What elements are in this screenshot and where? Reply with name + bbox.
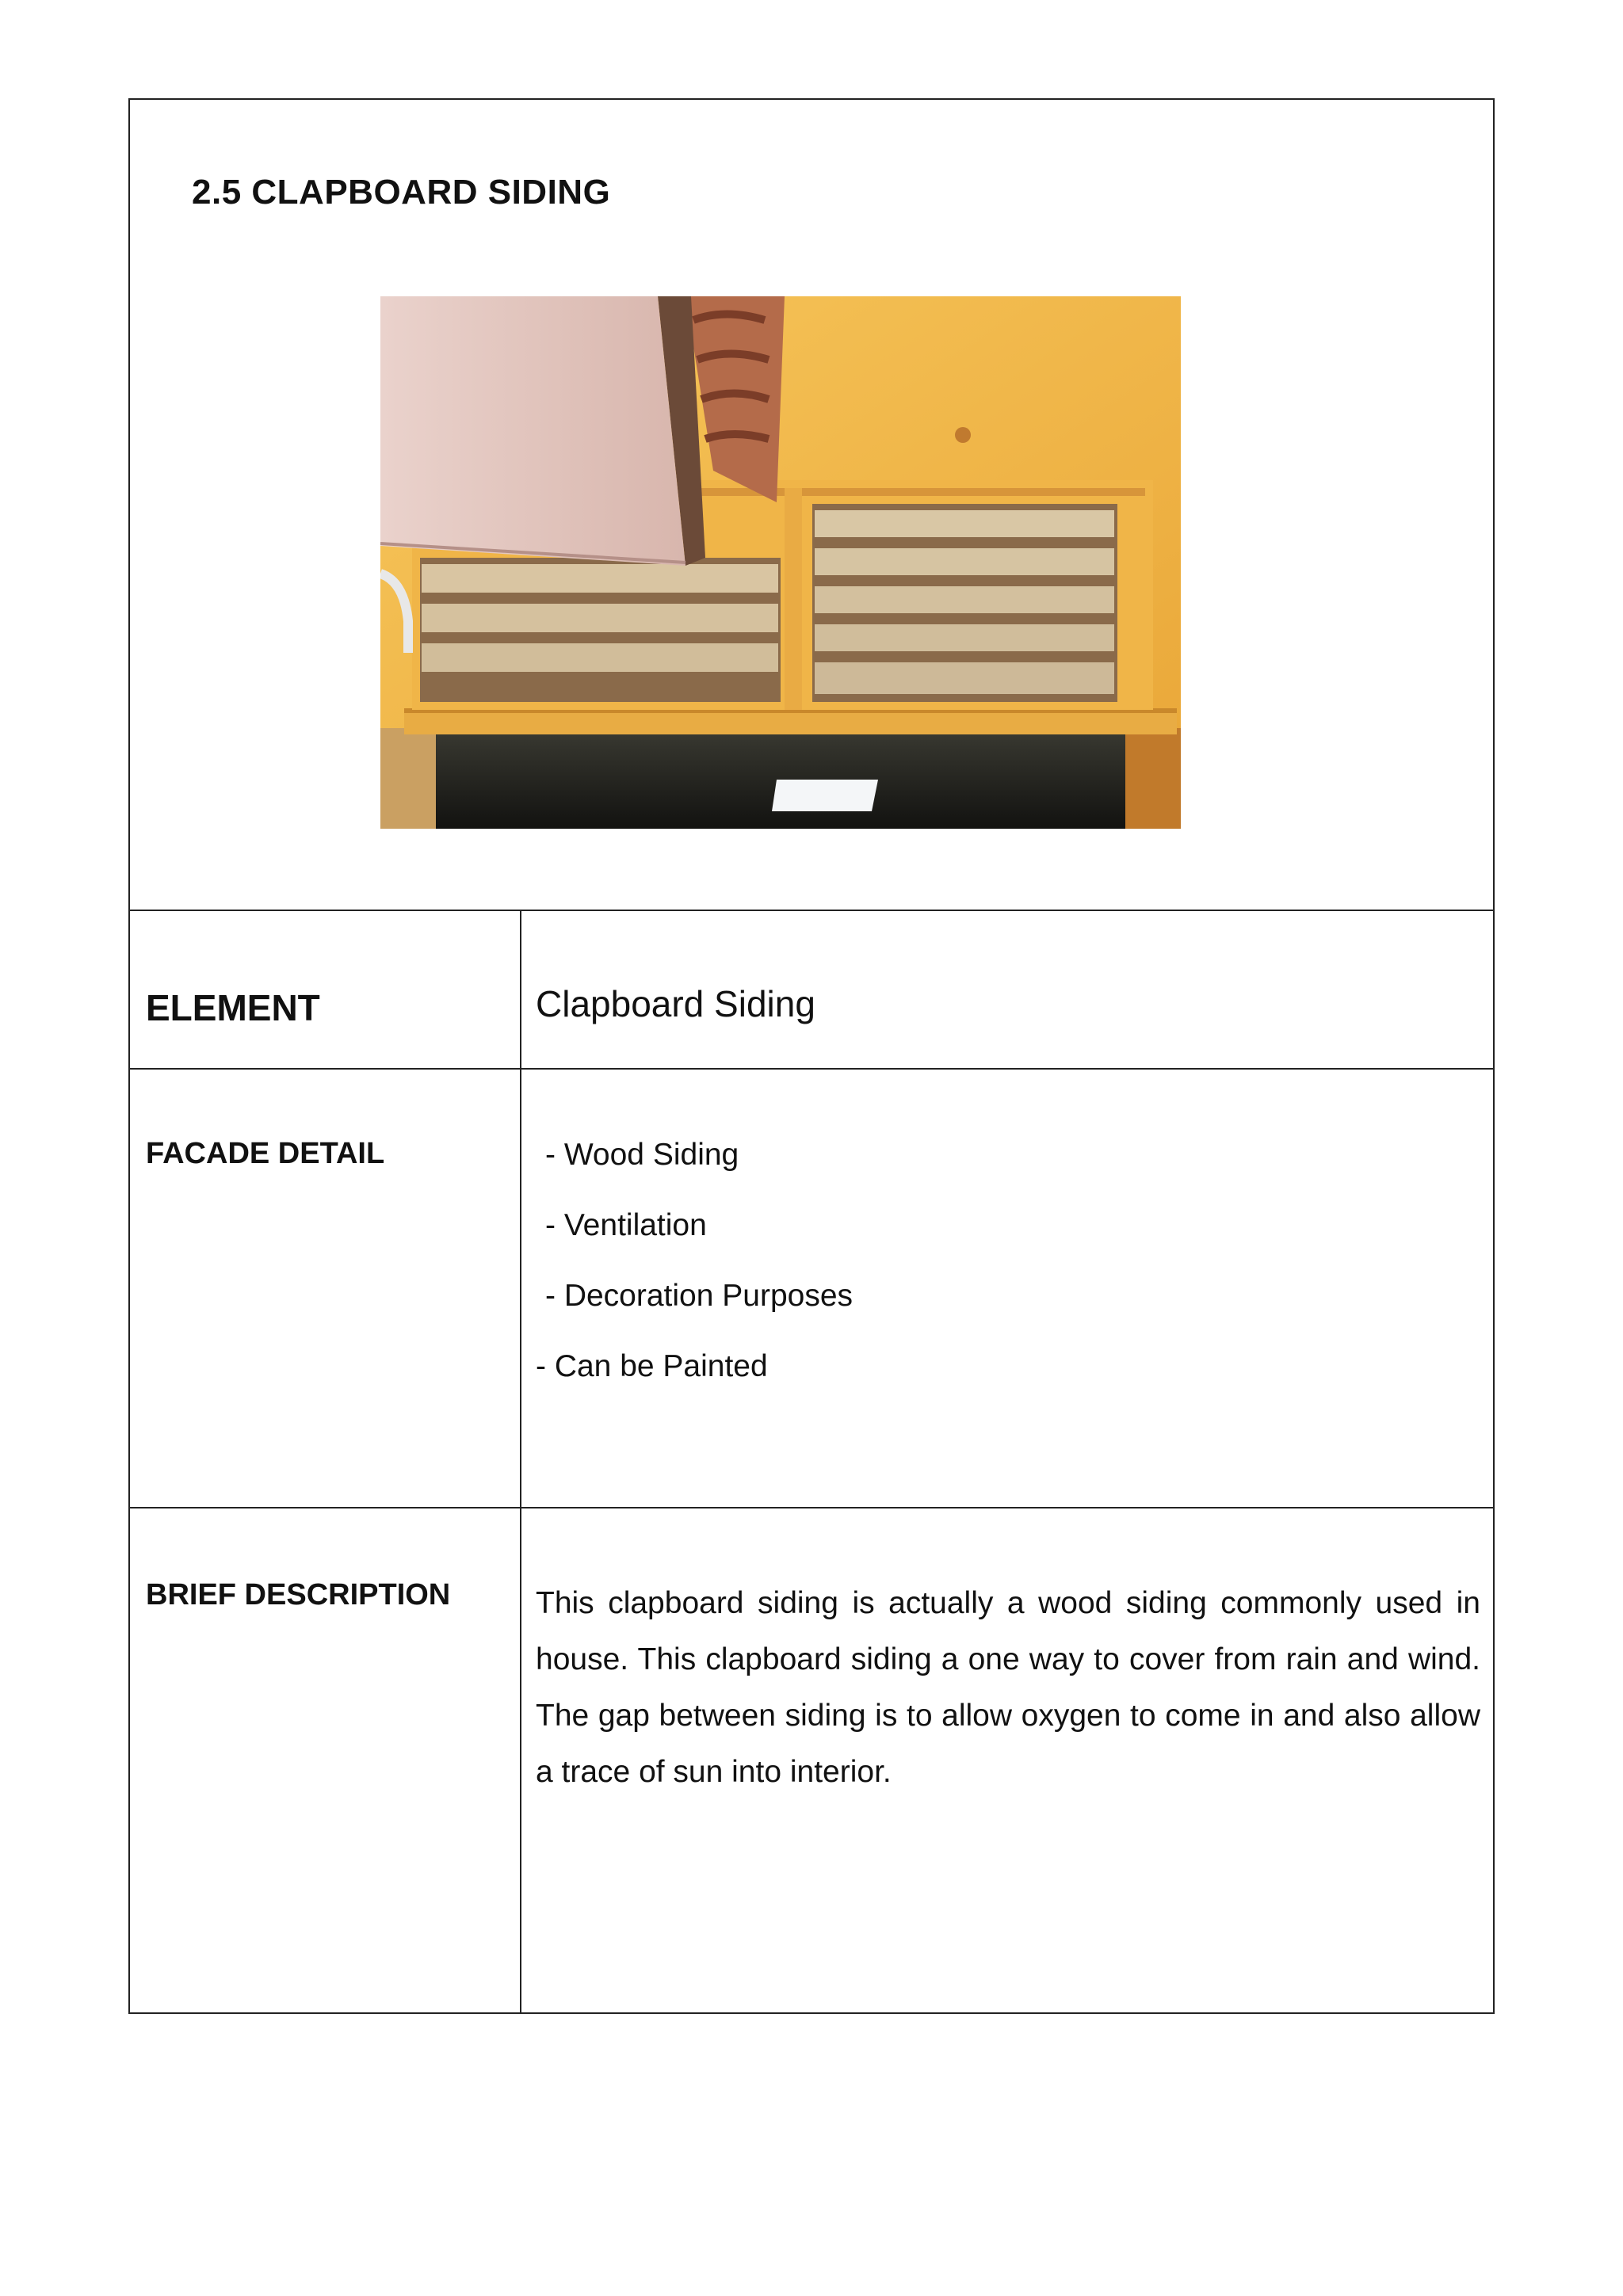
photo-section xyxy=(130,100,1493,911)
brief-description-text: This clapboard siding is actually a wood siding commonly used in house. This clapboard siding a one way to cover from rain and wind. The gap between siding is to allow oxygen to come in and also allow a trace of sun into interior. xyxy=(536,1586,1480,1789)
element-label: ELEMENT xyxy=(146,987,320,1028)
facade-detail-label: FACADE DETAIL xyxy=(146,1137,385,1170)
element-row xyxy=(130,911,1493,1070)
facade-detail-list xyxy=(536,1137,853,1419)
element-value: Clapboard Siding xyxy=(536,983,815,1024)
list-item: - Decoration Purposes xyxy=(545,1279,854,1313)
section-title: 2.5 CLAPBOARD SIDING xyxy=(192,173,611,212)
list-item: - Wood Siding xyxy=(545,1138,739,1172)
brief-description-label: BRIEF DESCRIPTION xyxy=(146,1578,451,1611)
document-table xyxy=(128,98,1495,2014)
clapboard-photo xyxy=(380,296,1181,829)
brief-description-row xyxy=(130,1508,1493,2014)
facade-detail-row xyxy=(130,1070,1493,1508)
list-item: - Ventilation xyxy=(545,1208,707,1242)
list-item: - Can be Painted xyxy=(536,1349,768,1383)
